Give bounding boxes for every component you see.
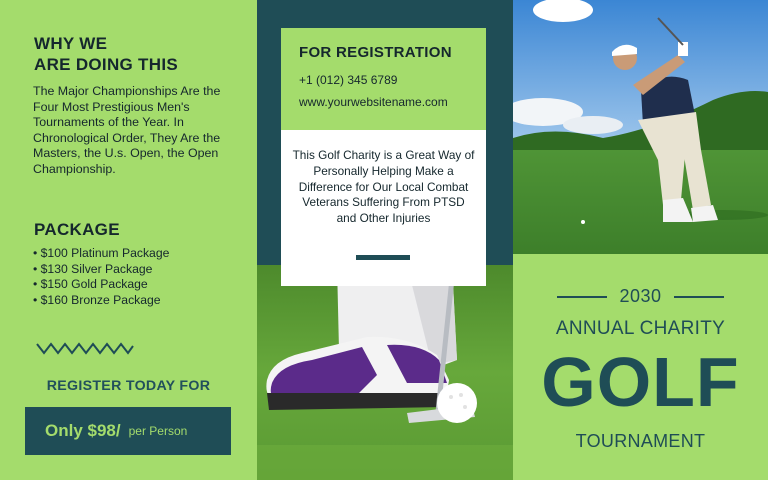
registration-box (281, 28, 486, 130)
why-heading (34, 33, 178, 75)
package-list (33, 246, 169, 308)
why-heading-line1: WHY WE (34, 34, 108, 53)
year-row (513, 286, 768, 307)
package-item: • $100 Platinum Package (33, 246, 169, 262)
package-item: • $160 Bronze Package (33, 293, 169, 309)
divider-bar (356, 255, 410, 260)
register-today-label: REGISTER TODAY FOR (46, 378, 211, 394)
right-panel (513, 0, 768, 480)
event-year: 2030 (619, 286, 662, 306)
why-heading-line2: ARE DOING THIS (34, 55, 178, 74)
website-link[interactable]: www.yourwebsitename.com (299, 95, 448, 109)
middle-panel (257, 0, 513, 480)
per-person-label: per Person (128, 424, 188, 438)
description-text: This Golf Charity is a Great Way of Personally Helping Make a Difference for Our Local Combat Veterans Suffering From PTSD and Other Injuries (292, 148, 475, 226)
golfer-swing-photo (513, 0, 768, 254)
left-panel (0, 0, 257, 480)
golf-title: GOLF (541, 343, 740, 421)
package-item: • $130 Silver Package (33, 262, 169, 278)
annual-charity-label: ANNUAL CHARITY (555, 318, 726, 339)
year-line-left (557, 296, 607, 298)
package-heading: PACKAGE (34, 220, 120, 239)
why-paragraph: The Major Championships Are the Four Most Prestigious Men's Tournaments of the Year. In Chronological Order, They Are the Masters, the U.s. Open, the Open Championship. (33, 84, 221, 176)
phone-number[interactable]: +1 (012) 345 6789 (299, 73, 398, 87)
registration-title: FOR REGISTRATION (299, 44, 452, 61)
tournament-label: TOURNAMENT (575, 431, 706, 451)
golf-putt-photo (257, 265, 513, 480)
year-line-right (674, 296, 724, 298)
description-box (281, 130, 486, 286)
price-box[interactable] (25, 407, 231, 455)
zigzag-decoration-icon (36, 341, 134, 357)
price-value: Only $98/ (45, 421, 121, 440)
package-item: • $150 Gold Package (33, 277, 169, 293)
